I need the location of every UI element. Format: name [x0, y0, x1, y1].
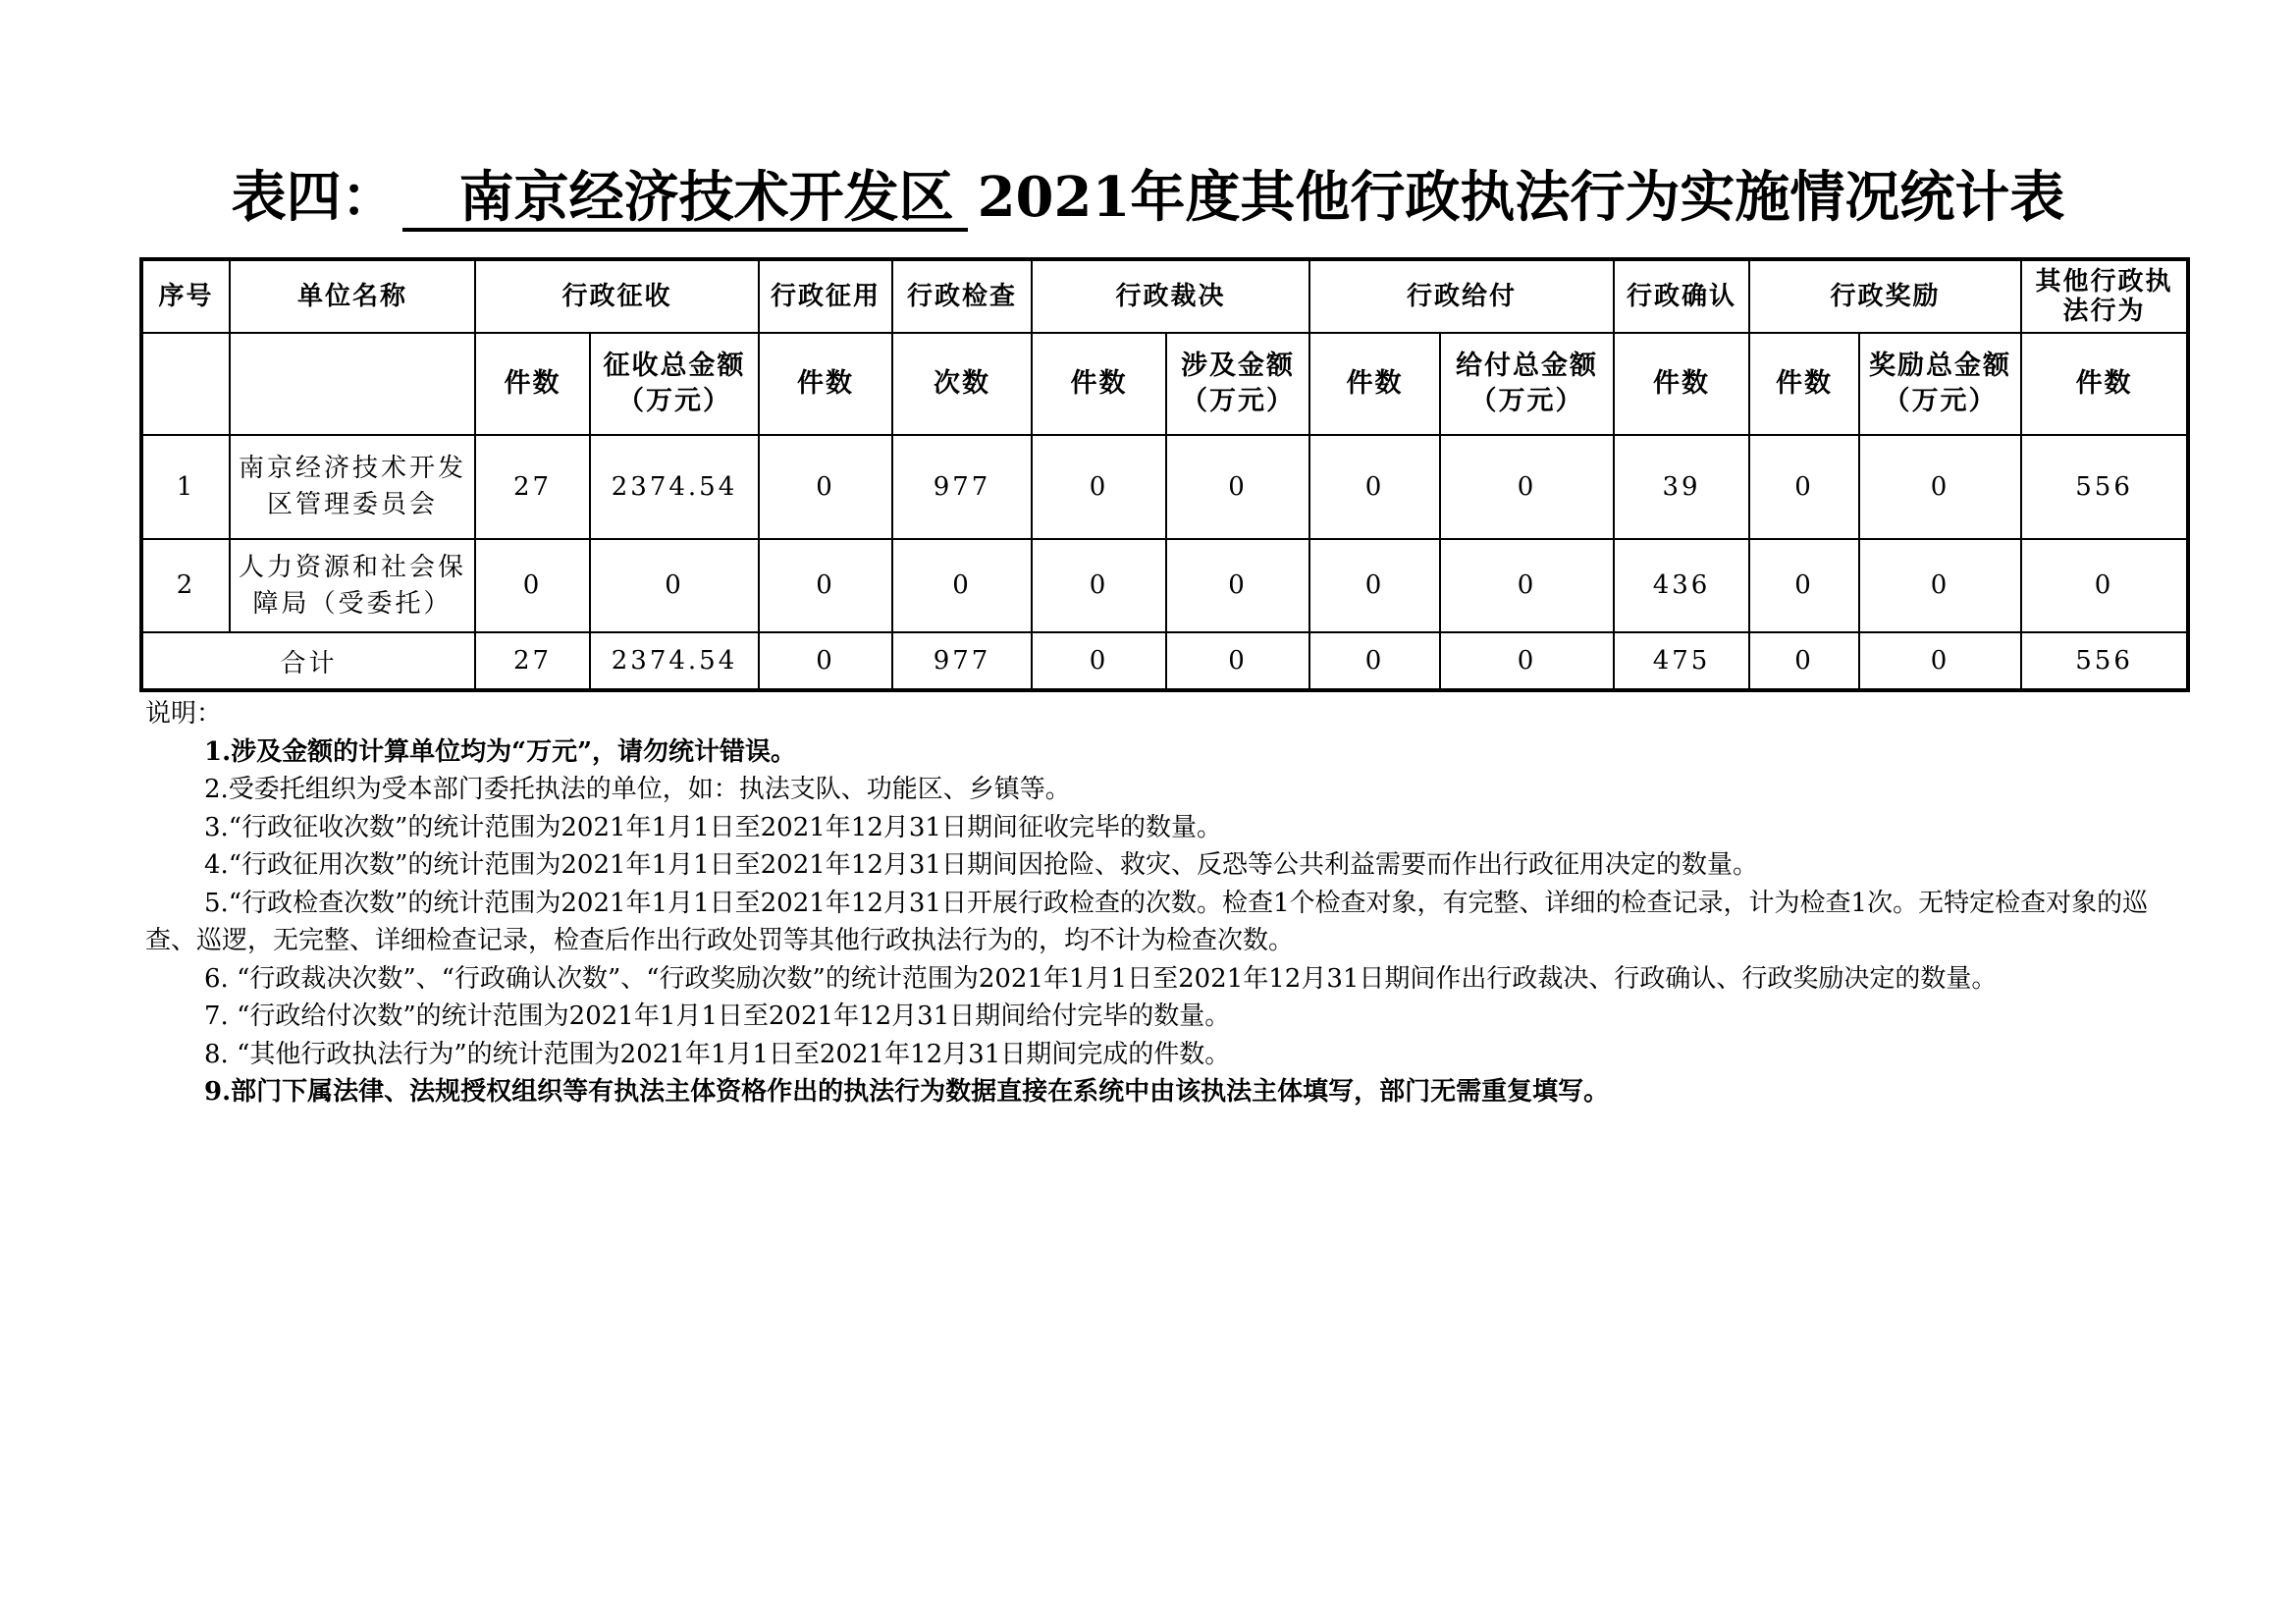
- cell-requisition-count: 0: [759, 435, 892, 539]
- cell-reward-amount: 0: [1859, 435, 2021, 539]
- title-prefix: 表四：: [231, 165, 397, 230]
- total-payment-count: 0: [1309, 632, 1440, 690]
- cell-ruling-count: 0: [1032, 539, 1166, 632]
- notes-section: [145, 695, 2197, 1111]
- note-item: 6. “行政裁决次数”、“行政确认次数”、“行政奖励次数”的统计范围为2021年1月1日至2021年12月31日期间作出行政裁决、行政确认、行政奖励决定的数量。: [204, 963, 1998, 994]
- cell-levy-amount: 0: [590, 539, 759, 632]
- header-no: 序号: [141, 259, 230, 333]
- total-reward-amount: 0: [1859, 632, 2021, 690]
- total-reward-count: 0: [1749, 632, 1859, 690]
- cell-ruling-count: 0: [1032, 435, 1166, 539]
- note-item: 7. “行政给付次数”的统计范围为2021年1月1日至2021年12月31日期间给付完毕的数量。: [204, 1001, 1231, 1031]
- cell-reward-amount: 0: [1859, 539, 2021, 632]
- header-confirmation: 行政确认: [1614, 259, 1749, 333]
- header-levy-amount: 征收总金额（万元）: [590, 333, 759, 435]
- total-label: 合计: [141, 632, 475, 690]
- total-ruling-count: 0: [1032, 632, 1166, 690]
- row-no: 2: [141, 539, 230, 632]
- note-item: 2.受委托组织为受本部门委托执法的单位，如：执法支队、功能区、乡镇等。: [204, 775, 1071, 804]
- note-item: 8. “其他行政执法行为”的统计范围为2021年1月1日至2021年12月31日期间完成的件数。: [204, 1039, 1231, 1069]
- row-no: 1: [141, 435, 230, 539]
- cell-inspection-count: 0: [892, 539, 1032, 632]
- cell-levy-count: 27: [475, 435, 590, 539]
- row-unit-name: 人力资源和社会保障局（受委托）: [230, 539, 475, 632]
- total-ruling-amount: 0: [1166, 632, 1309, 690]
- header-payment-amount: 给付总金额（万元）: [1440, 333, 1614, 435]
- header-requisition: 行政征用: [759, 259, 892, 333]
- header-inspection-count: 次数: [892, 333, 1032, 435]
- header-payment: 行政给付: [1309, 259, 1614, 333]
- header-row-sub: [141, 333, 2188, 435]
- note-item: 4.“行政征用次数”的统计范围为2021年1月1日至2021年12月31日期间因抢险、救灾、反恐等公共利益需要而作出行政征用决定的数量。: [204, 850, 1758, 880]
- total-levy-amount: 2374.54: [590, 632, 759, 690]
- table-row: [141, 435, 2188, 539]
- total-other-count: 556: [2021, 632, 2188, 690]
- cell-ruling-amount: 0: [1166, 539, 1309, 632]
- row-unit-name: 南京经济技术开发区管理委员会: [230, 435, 475, 539]
- header-requisition-count: 件数: [759, 333, 892, 435]
- total-confirmation-count: 475: [1614, 632, 1749, 690]
- cell-other-count: 0: [2021, 539, 2188, 632]
- note-item: 1.涉及金额的计算单位均为“万元”，请勿统计错误。: [204, 736, 797, 767]
- total-payment-amount: 0: [1440, 632, 1614, 690]
- cell-confirmation-count: 436: [1614, 539, 1749, 632]
- header-ruling: 行政裁决: [1032, 259, 1309, 333]
- cell-ruling-amount: 0: [1166, 435, 1309, 539]
- header-reward-amount: 奖励总金额（万元）: [1859, 333, 2021, 435]
- page-title: [0, 163, 2296, 232]
- title-unit-underlined: 南京经济技术开发区: [402, 167, 968, 232]
- header-other-count: 件数: [2021, 333, 2188, 435]
- header-reward-count: 件数: [1749, 333, 1859, 435]
- total-inspection-count: 977: [892, 632, 1032, 690]
- header-levy-count: 件数: [475, 333, 590, 435]
- note-item: 9.部门下属法律、法规授权组织等有执法主体资格作出的执法行为数据直接在系统中由该执法主体填写，部门无需重复填写。: [204, 1077, 1610, 1107]
- cell-requisition-count: 0: [759, 539, 892, 632]
- header-sub-empty: [141, 333, 230, 435]
- cell-confirmation-count: 39: [1614, 435, 1749, 539]
- cell-payment-count: 0: [1309, 539, 1440, 632]
- cell-reward-count: 0: [1749, 539, 1859, 632]
- note-item: 3.“行政征收次数”的统计范围为2021年1月1日至2021年12月31日期间征收完毕的数量。: [204, 812, 1222, 842]
- header-sub-empty: [230, 333, 475, 435]
- header-levy: 行政征收: [475, 259, 759, 333]
- title-suffix: 2021年度其他行政执法行为实施情况统计表: [977, 165, 2065, 230]
- header-ruling-amount: 涉及金额（万元）: [1166, 333, 1309, 435]
- cell-other-count: 556: [2021, 435, 2188, 539]
- cell-inspection-count: 977: [892, 435, 1032, 539]
- total-row: [141, 632, 2188, 690]
- header-payment-count: 件数: [1309, 333, 1440, 435]
- cell-levy-amount: 2374.54: [590, 435, 759, 539]
- header-other: 其他行政执法行为: [2021, 259, 2188, 333]
- notes-heading: 说明：: [145, 699, 223, 729]
- total-requisition-count: 0: [759, 632, 892, 690]
- header-reward: 行政奖励: [1749, 259, 2021, 333]
- header-ruling-count: 件数: [1032, 333, 1166, 435]
- note-item: 5.“行政检查次数”的统计范围为2021年1月1日至2021年12月31日开展行政检查的次数。检查1个检查对象，有完整、详细的检查记录，计为检查1次。无特定检查对象的巡查、巡逻，无完整、详细检查记录，检查后作出行政处罚等其他行政执法行为的，均不计为检查次数。: [145, 888, 2149, 955]
- total-levy-count: 27: [475, 632, 590, 690]
- table-row: [141, 539, 2188, 632]
- header-unit-name: 单位名称: [230, 259, 475, 333]
- cell-levy-count: 0: [475, 539, 590, 632]
- cell-payment-amount: 0: [1440, 539, 1614, 632]
- header-row-top: [141, 259, 2188, 333]
- header-inspection: 行政检查: [892, 259, 1032, 333]
- cell-payment-count: 0: [1309, 435, 1440, 539]
- cell-reward-count: 0: [1749, 435, 1859, 539]
- header-confirmation-count: 件数: [1614, 333, 1749, 435]
- statistics-table: [139, 257, 2190, 692]
- cell-payment-amount: 0: [1440, 435, 1614, 539]
